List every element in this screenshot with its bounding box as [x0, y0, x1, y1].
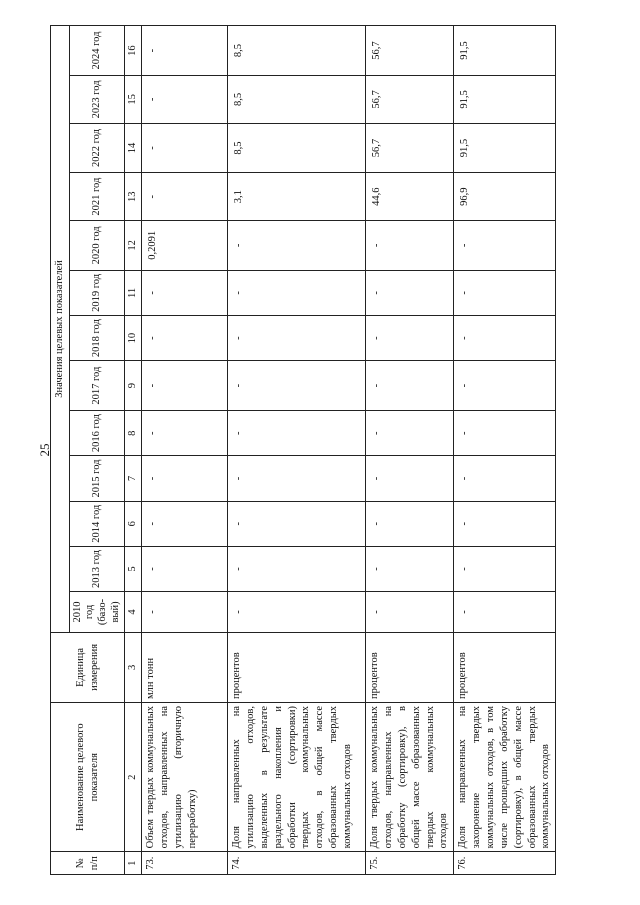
column-number: 11 — [125, 270, 142, 315]
column-number: 1 — [125, 852, 142, 875]
column-number: 12 — [125, 220, 142, 270]
header-year: 2021 год — [69, 173, 124, 221]
page-number: 25 — [37, 443, 52, 457]
indicator-value: - — [142, 456, 228, 501]
indicator-unit: процентов — [366, 632, 454, 702]
indicator-value: - — [366, 316, 454, 361]
header-name: Наименование целевого показателя — [51, 703, 125, 852]
indicator-value: 3,1 — [228, 173, 366, 221]
indicator-unit: процентов — [454, 632, 556, 702]
indicator-value: - — [228, 501, 366, 546]
header-unit: Единица измерения — [51, 632, 125, 702]
indicator-value: - — [142, 501, 228, 546]
indicator-value: 8,5 — [228, 123, 366, 173]
indicator-value: - — [228, 316, 366, 361]
indicator-value: - — [228, 220, 366, 270]
header-year: 2020 год — [69, 220, 124, 270]
indicator-value: - — [142, 411, 228, 456]
indicator-value: - — [454, 220, 556, 270]
row-number: 76. — [454, 852, 556, 875]
header-year: 2016 год — [69, 411, 124, 456]
indicator-value: - — [142, 173, 228, 221]
indicator-value: - — [366, 501, 454, 546]
table-body — [142, 26, 556, 875]
indicator-value: - — [454, 270, 556, 315]
indicator-value: - — [454, 316, 556, 361]
header-year: 2017 год — [69, 361, 124, 411]
indicator-value: 8,5 — [228, 26, 366, 76]
rotated-table-container — [50, 25, 595, 875]
column-number: 15 — [125, 76, 142, 124]
indicator-value: - — [228, 546, 366, 591]
column-number: 5 — [125, 546, 142, 591]
header-year: 2019 год — [69, 270, 124, 315]
row-number: 74. — [228, 852, 366, 875]
indicator-value: - — [228, 411, 366, 456]
row-number: 75. — [366, 852, 454, 875]
indicator-value: 0,2091 — [142, 220, 228, 270]
indicator-value: - — [142, 592, 228, 633]
column-number: 2 — [125, 703, 142, 852]
indicator-value: - — [142, 123, 228, 173]
indicator-unit: процентов — [228, 632, 366, 702]
indicator-value: - — [366, 220, 454, 270]
header-year: 2023 год — [69, 76, 124, 124]
column-number: 3 — [125, 632, 142, 702]
indicator-value: - — [454, 501, 556, 546]
table-row — [228, 26, 366, 875]
indicator-value: 44,6 — [366, 173, 454, 221]
indicator-value: - — [228, 361, 366, 411]
indicator-name: Доля направленных на захоронение твердых коммунальных отходов, в том числе прошедших обработку (сортировку), в общей массе образованных твердых коммунальных отходов — [454, 703, 556, 852]
column-number: 16 — [125, 26, 142, 76]
indicator-value: - — [366, 361, 454, 411]
indicator-value: 56,7 — [366, 26, 454, 76]
table-row — [366, 26, 454, 875]
column-number: 4 — [125, 592, 142, 633]
row-number: 73. — [142, 852, 228, 875]
column-numbers-row — [125, 26, 142, 875]
table-row — [454, 26, 556, 875]
indicator-value: 96,9 — [454, 173, 556, 221]
header-year: 2010 год (базо-вый) — [69, 592, 124, 633]
target-indicators-table — [50, 25, 556, 875]
indicator-value: - — [366, 592, 454, 633]
column-number: 13 — [125, 173, 142, 221]
indicator-value: 56,7 — [366, 123, 454, 173]
indicator-name: Доля направленных на утилизацию отходов, выделенных в результате раздельного накопления и обработки (сортировки) твердых коммунальных отходов, в общей массе образованных твердых коммунальных отходов — [228, 703, 366, 852]
indicator-value: - — [366, 411, 454, 456]
indicator-value: - — [228, 270, 366, 315]
header-year: 2018 год — [69, 316, 124, 361]
indicator-value: - — [366, 456, 454, 501]
indicator-value: 91,5 — [454, 76, 556, 124]
column-number: 7 — [125, 456, 142, 501]
indicator-value: - — [454, 456, 556, 501]
indicator-value: 56,7 — [366, 76, 454, 124]
indicator-value: - — [454, 546, 556, 591]
header-year: 2014 год — [69, 501, 124, 546]
column-number: 10 — [125, 316, 142, 361]
indicator-value: - — [142, 546, 228, 591]
indicator-value: - — [142, 270, 228, 315]
indicator-value: - — [228, 456, 366, 501]
indicator-value: - — [454, 411, 556, 456]
column-number: 8 — [125, 411, 142, 456]
header-year: 2015 год — [69, 456, 124, 501]
indicator-value: - — [454, 361, 556, 411]
indicator-name: Доля твердых коммунальных отходов, направленных на обработку (сортировку), в общей массе образованных твердых коммунальных отходов — [366, 703, 454, 852]
indicator-value: - — [142, 316, 228, 361]
column-number: 9 — [125, 361, 142, 411]
header-year: 2024 год — [69, 26, 124, 76]
indicator-name: Объем твердых коммунальных отходов, направленных на утилизацию (вторичную переработку) — [142, 703, 228, 852]
indicator-value: - — [366, 270, 454, 315]
indicator-value: - — [142, 361, 228, 411]
indicator-value: 91,5 — [454, 123, 556, 173]
indicator-unit: млн тонн — [142, 632, 228, 702]
column-number: 14 — [125, 123, 142, 173]
indicator-value: 8,5 — [228, 76, 366, 124]
header-number: № п/п — [51, 852, 125, 875]
indicator-value: - — [228, 592, 366, 633]
table-row — [142, 26, 228, 875]
header-values-group: Значения целевых показателей — [51, 26, 70, 633]
header-year: 2013 год — [69, 546, 124, 591]
header-year: 2022 год — [69, 123, 124, 173]
indicator-value: - — [454, 592, 556, 633]
indicator-value: - — [142, 76, 228, 124]
indicator-value: - — [366, 546, 454, 591]
column-number: 6 — [125, 501, 142, 546]
indicator-value: - — [142, 26, 228, 76]
indicator-value: 91,5 — [454, 26, 556, 76]
